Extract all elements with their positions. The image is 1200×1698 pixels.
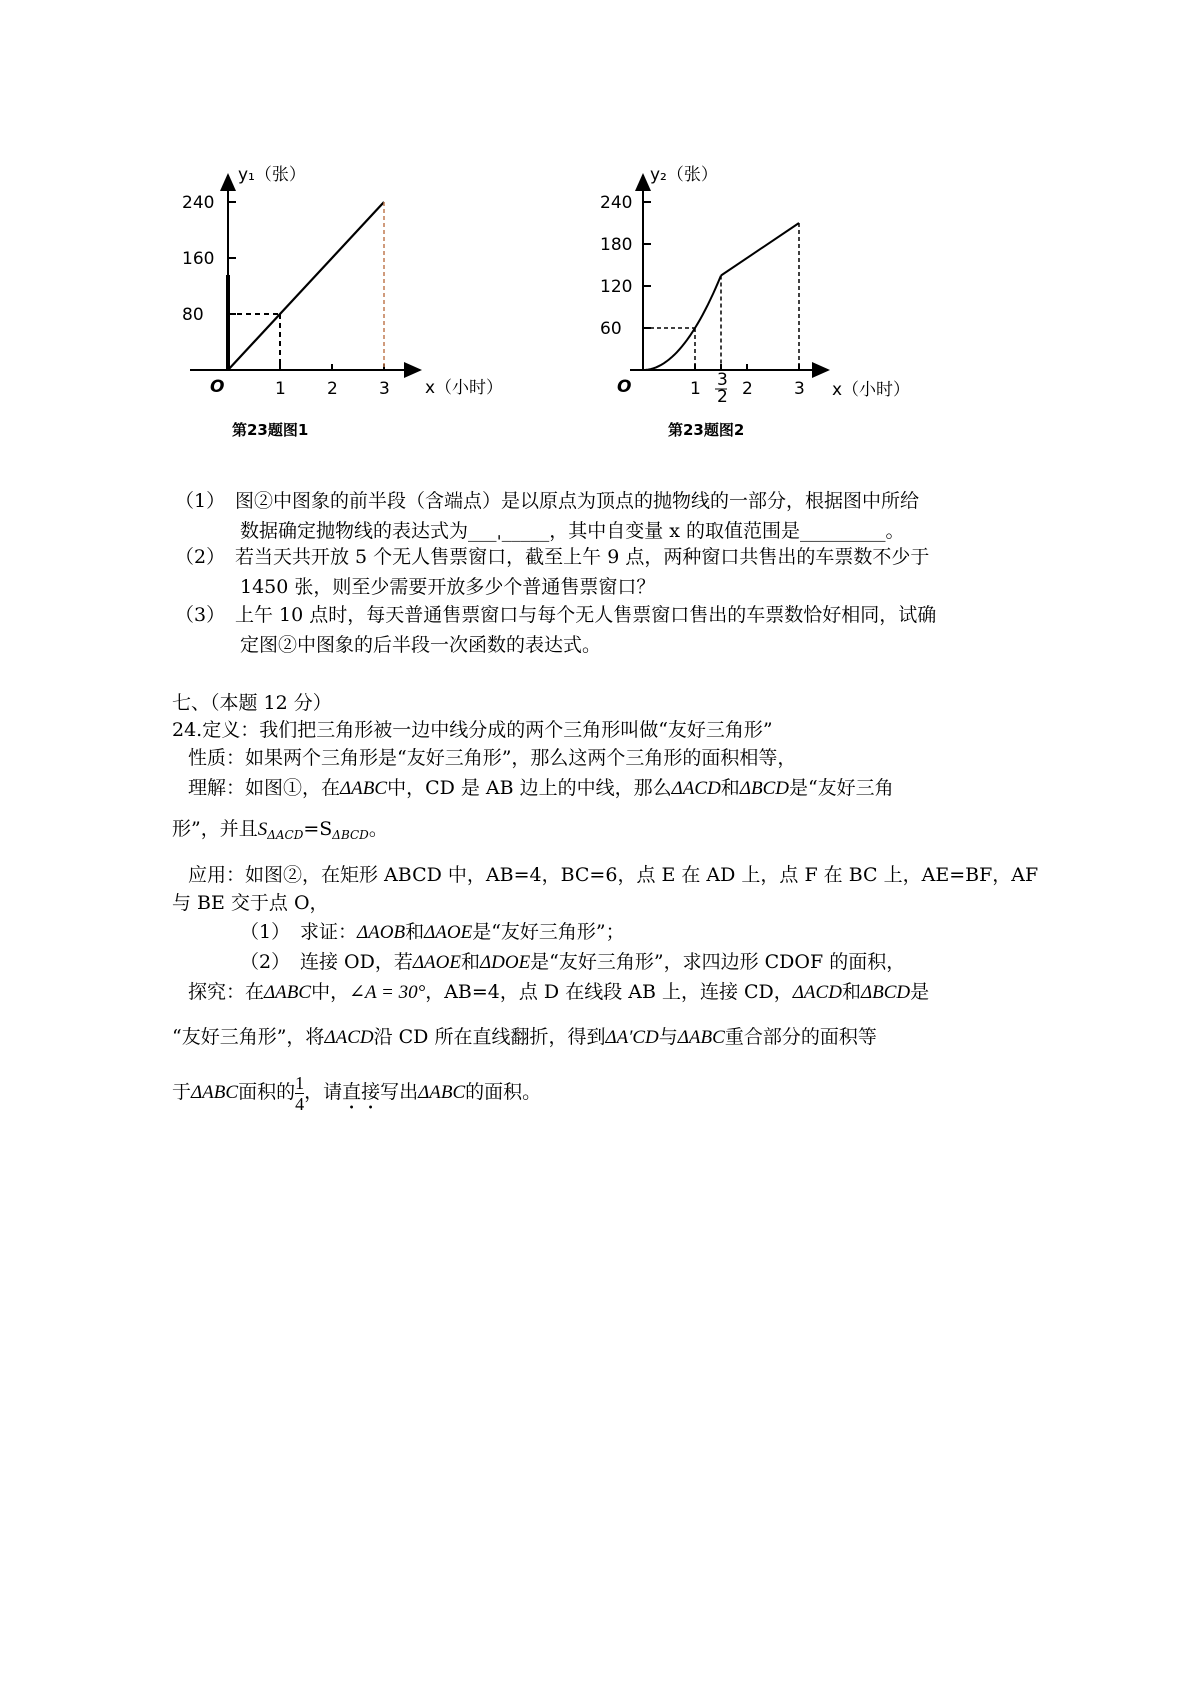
y-tick-label: 60 [600, 319, 622, 339]
q23-item-1 [175, 486, 919, 516]
q23-item-2-cont [175, 572, 655, 602]
q24-apply: 应用：如图②，在矩形 ABCD 中，AB=4，BC=6，点 E 在 AD 上，点 F 在 BC 上，AE=BF，AF [188, 864, 1039, 886]
q24-apply-cont: 与 BE 交于点 O， [172, 892, 329, 914]
item-number: （2） [175, 546, 226, 568]
figure-caption: 第23题图1 [232, 421, 309, 439]
text: ，AB=4，点 D 在线段 AB 上，连接 CD， [425, 981, 793, 1003]
text: 的面积。 [465, 1081, 542, 1103]
math-eqS: =S [303, 818, 333, 840]
math-tDOE: ΔDOE [479, 952, 531, 973]
figure-1 [180, 160, 510, 450]
text: 重合部分的面积等 [724, 1026, 877, 1048]
text: 和 [720, 777, 740, 799]
q24-sub1 [240, 917, 625, 948]
answer-blank[interactable]: _________ [800, 520, 886, 542]
x-tick-label-den: 2 [717, 387, 728, 407]
q23-item-3-cont [175, 630, 601, 660]
fraction-one-quarter [295, 1073, 304, 1114]
y-tick-label: 180 [600, 235, 633, 255]
item-text: ，其中自变量 x 的取值范围是 [549, 520, 801, 542]
q24-understand-cont [172, 814, 388, 850]
item-text: 图②中图象的前半段（含端点）是以原点为顶点的抛物线的一部分，根据图中所给 [235, 490, 920, 512]
math-tACD: ΔACD [324, 1027, 374, 1048]
y-tick-label: 240 [182, 193, 215, 213]
math-tBCD: ΔBCD [739, 778, 789, 799]
q24-property: 性质：如果两个三角形是“友好三角形”，那么这两个三角形的面积相等， [188, 747, 797, 769]
math-tBCD: ΔBCD [860, 982, 911, 1003]
math-tABC: ΔABC [677, 1027, 725, 1048]
text: 求证： [300, 921, 358, 943]
math-tABC: ΔABC [264, 982, 312, 1003]
text: 沿 CD 所在直线翻折，得到 [373, 1026, 606, 1048]
math-tAOE: ΔAOE [412, 952, 461, 973]
text: 探究：在 [188, 981, 265, 1003]
math-tABC: ΔABC [340, 778, 388, 799]
math-tAOE: ΔAOE [424, 922, 473, 943]
item-text: 。 [885, 520, 905, 542]
item-text: 定图②中图象的后半段一次函数的表达式。 [240, 634, 602, 656]
text: 与 [658, 1026, 678, 1048]
x-tick-label: 2 [742, 379, 753, 399]
fraction-numerator: 1 [295, 1072, 305, 1093]
y-tick-label: 240 [600, 193, 633, 213]
item-number: （3） [175, 604, 226, 626]
text: 理解：如图①，在 [188, 777, 341, 799]
y-axis-label: y₂（张） [650, 165, 718, 185]
item-number: （1） [240, 921, 291, 943]
x-tick-label: 1 [690, 379, 701, 399]
parabola-segment [643, 276, 721, 371]
q23-item-3 [175, 600, 936, 630]
math-angle: ∠A = 30° [349, 982, 426, 1003]
text: 中， [311, 981, 350, 1003]
math-tAOB: ΔAOB [357, 922, 406, 943]
series-line [228, 202, 384, 370]
text: 。 [368, 818, 388, 840]
text: 形”，并且 [172, 818, 258, 840]
section-heading: 七、（本题 12 分） [172, 692, 332, 714]
x-tick-label: 2 [327, 379, 338, 399]
math-sub-acd: ΔACD [267, 828, 304, 842]
q24-explore-2 [172, 1022, 877, 1053]
text: 和 [460, 951, 480, 973]
text: 面积的 [238, 1081, 296, 1103]
x-axis-label: x（小时） [425, 378, 504, 398]
q24-sub2 [240, 947, 905, 978]
text: 是“友好三角形”； [472, 921, 625, 943]
item-number: （1） [175, 490, 226, 512]
x-tick-label: 1 [275, 379, 286, 399]
math-tACD: ΔACD [792, 982, 842, 1003]
text: 于 [172, 1081, 192, 1103]
y-tick-label: 160 [182, 249, 215, 269]
q24-understand [188, 773, 894, 804]
text: 中，CD 是 AB 边上的中线，那么 [387, 777, 672, 799]
x-tick-label: 3 [794, 379, 805, 399]
x-tick-label: 3 [379, 379, 390, 399]
y-tick-label: 120 [600, 277, 633, 297]
item-text: 上午 10 点时，每天普通售票窗口与每个无人售票窗口售出的车票数恰好相同，试确 [235, 604, 937, 626]
item-text: 若当天共开放 5 个无人售票窗口，截至上午 9 点，两种窗口共售出的车票数不少于 [235, 546, 930, 568]
q24-definition: 24.定义：我们把三角形被一边中线分成的两个三角形叫做“友好三角形” [172, 719, 773, 741]
q24-explore [188, 977, 929, 1008]
figure-1-chart [180, 160, 510, 450]
text: 写出 [380, 1081, 419, 1103]
text: 和 [841, 981, 861, 1003]
linear-segment [721, 223, 799, 276]
math-sub-bcd: ΔBCD [332, 828, 369, 842]
item-number: （2） [240, 951, 291, 973]
figure-caption: 第23题图2 [668, 421, 745, 439]
item-text: 1450 张，则至少需要开放多少个普通售票窗口？ [240, 576, 656, 598]
math-S: S [257, 819, 268, 840]
q24-explore-3 [172, 1064, 541, 1121]
text: 和 [405, 921, 425, 943]
figure-2 [600, 160, 930, 450]
math-tACD: ΔACD [671, 778, 721, 799]
math-tABC: ΔABC [191, 1082, 239, 1103]
item-text: 数据确定抛物线的表达式为 [240, 520, 469, 542]
answer-blank[interactable]: ___ˌ_____ [468, 520, 550, 542]
text: 是“友好三角 [788, 777, 894, 799]
y-axis-label: y₁（张） [238, 165, 306, 185]
y-tick-label: 80 [182, 305, 204, 325]
emphasis-text: 直接 [342, 1081, 381, 1103]
figure-2-chart [600, 160, 930, 450]
text: “友好三角形”，将 [172, 1026, 325, 1048]
x-tick-label-num: 3 [717, 370, 728, 390]
math-tApCD: ΔA′CD [605, 1027, 659, 1048]
q23-item-2 [175, 542, 929, 572]
math-tABC: ΔABC [418, 1082, 466, 1103]
fraction-denominator: 4 [295, 1093, 305, 1114]
x-axis-label: x（小时） [832, 380, 911, 400]
origin-label: O [210, 377, 225, 397]
text: 是“友好三角形”，求四边形 CDOF 的面积， [530, 951, 906, 973]
origin-label: O [617, 377, 632, 397]
text: ，请 [304, 1081, 343, 1103]
text: 是 [910, 981, 930, 1003]
text: 连接 OD，若 [300, 951, 413, 973]
